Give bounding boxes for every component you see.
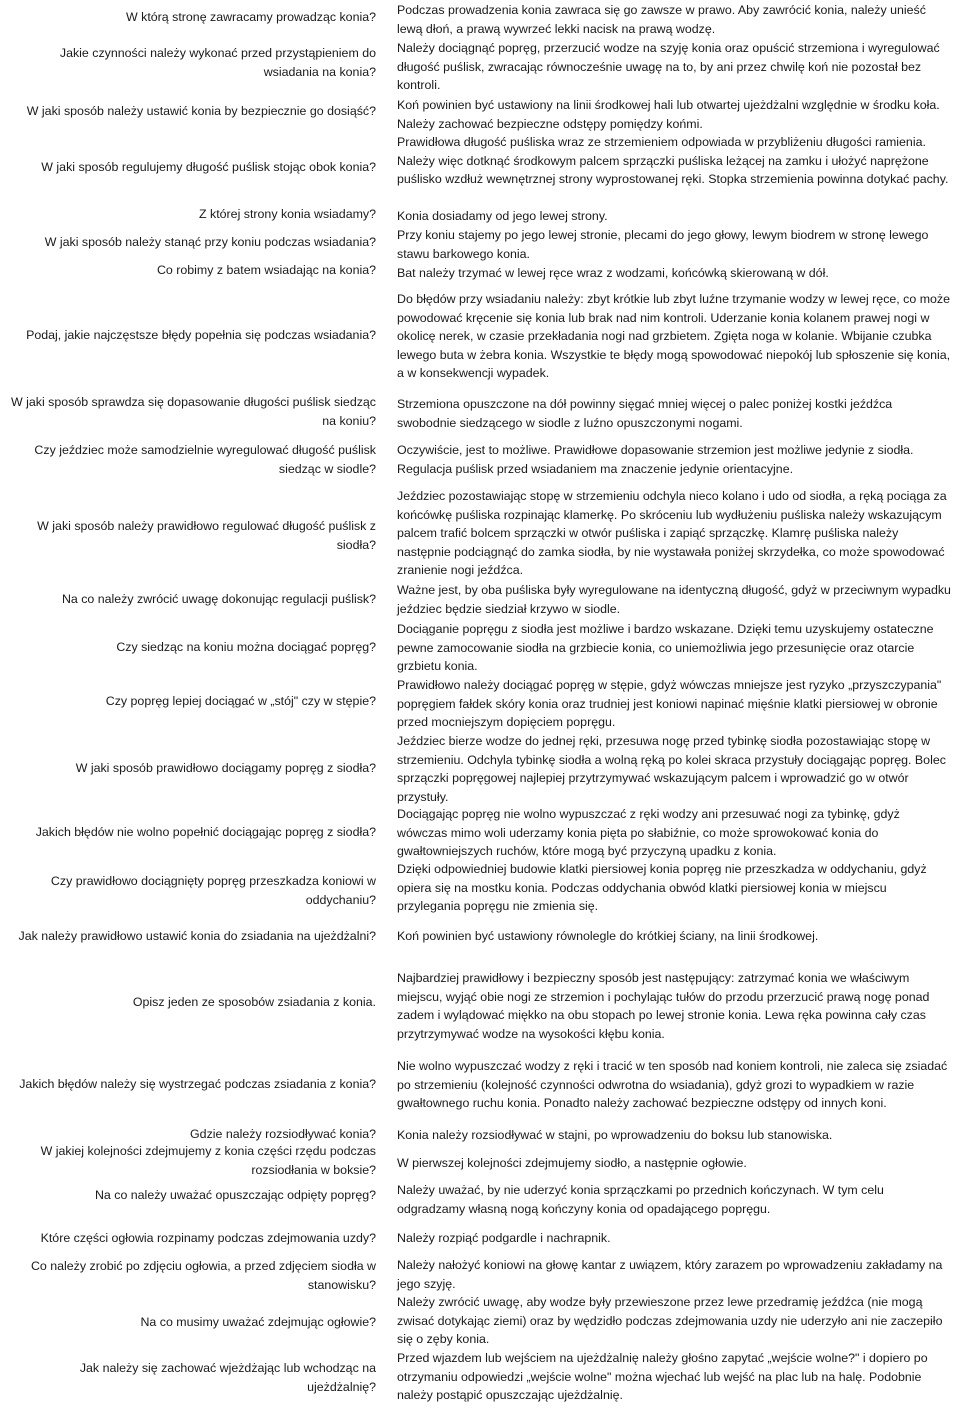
question-text: W jaki sposób należy stanąć przy koniu podczas wsiadania? — [44, 235, 376, 249]
question-text: Co należy zrobić po zdjęciu ogłowia, a przed zdjęciem siodła w stanowisku? — [30, 1259, 376, 1292]
answer-text: Dociągając popręg nie wolno wypuszczać z ręki wodzy ani przesuwać nogi za tybinkę, gdyż wówczas mimo woli uderzamy konia pięta po słabiźnie, co może sprowokować konia do gwałtowniejszych ruchów, które mogą być przyczyną upadku z konia. — [397, 807, 900, 859]
question-text: Gdzie należy rozsiodływać konia? — [190, 1127, 376, 1141]
answer-text: Koń powinien być ustawiony równolegle do krótkiej ściany, na linii środkowej. — [397, 929, 819, 943]
question-text: Jak należy się zachować wjeżdżając lub wchodząc na ujeżdżalnię? — [79, 1361, 376, 1394]
answer-text: Bat należy trzymać w lewej ręce wraz z wodzami, końcówką skierowaną w dół. — [397, 266, 829, 280]
question-text: Na co należy uważać opuszczając odpięty popręg? — [94, 1188, 376, 1202]
question-text: Jakie czynności należy wykonać przed przystąpieniem do wsiadania na konia? — [59, 46, 376, 79]
question-text: Jakich błędów należy się wystrzegać podczas zsiadania z konia? — [19, 1077, 376, 1091]
answer-text: Oczywiście, jest to możliwe. Prawidłowe dopasowanie strzemion jest możliwe jedynie z siodła. Regulacja puślisk przed wsiadaniem ma znaczenie jedynie orientacyjne. — [397, 443, 914, 476]
answer-text: W pierwszej kolejności zdejmujemy siodło, a następnie ogłowie. — [397, 1156, 747, 1170]
answer-text: Konia należy rozsiodływać w stajni, po wprowadzeniu do boksu lub stanowiska. — [397, 1128, 833, 1142]
answer-text: Podczas prowadzenia konia zawraca się go zawsze w prawo. Aby zawrócić konia, należy unieść lewą dłoń, a prawą wywrzeć lekki nacisk na prawą wodzę. — [397, 3, 926, 36]
answer-text: Przed wjazdem lub wejściem na ujeżdżalnię należy głośno zapytać „wejście wolne?" i dopiero po otrzymaniu odpowiedzi „wejście wolne" można wjechać lub wejść na plac lub na halę. Podobnie należy postąpić opuszczając ujeżdżalnię. — [397, 1351, 928, 1403]
question-text: Czy prawidłowo dociągnięty popręg przeszkadza koniowi w oddychaniu? — [50, 874, 376, 907]
question-text: Co robimy z batem wsiadając na konia? — [156, 263, 376, 277]
question-text: Jakich błędów nie wolno popełnić dociągając popręg z siodła? — [35, 825, 376, 839]
question-text: W jaki sposób należy prawidłowo regulować długość puślisk z siodła? — [37, 519, 376, 552]
question-text: Podaj, jakie najczęstsze błędy popełnia się podczas wsiadania? — [26, 328, 376, 342]
answer-text: Najbardziej prawidłowy i bezpieczny sposób jest następujący: zatrzymać konia we właściwym miejscu, wyjąć obie nogi ze strzemion i pochylając tułów do przodu przerzucić prawą nogę ponad zadem i wylądować miękko na obu stopach po lewej stronie konia. Lewa ręka powinna cały czas przytrzymywać wodze na wysokości kłębu konia. — [397, 971, 930, 1041]
answer-text: Prawidłowa długość puśliska wraz ze strzemieniem odpowiada w przybliżeniu długości ramienia. Należy więc dotknąć środkowym palcem sprzączki puśliska leżącej na zamku i ułożyć naprężone puślisko wzdłuż wewnętrznej strony wyprostowanej ręki. Stopka strzemienia powinna dotykać pachy. — [397, 135, 949, 187]
answer-text: Przy koniu stajemy po jego lewej stronie, plecami do jego głowy, lewym biodrem w stronę lewego stawu barkowego konia. — [397, 228, 929, 261]
answer-text: Strzemiona opuszczone na dół powinny sięgać mniej więcej o palec poniżej kostki jeźdźca swobodnie siedzącego w siodle z luźno opuszczonymi nogami. — [397, 397, 893, 430]
answer-text: Dociąganie popręgu z siodła jest możliwe i bardzo wskazane. Dzięki temu uzyskujemy ostateczne pewne zamocowanie siodła na grzbiecie konia, co uniemożliwia jego przesunięcie oraz otarcie grzbietu konia. — [397, 622, 934, 674]
question-text: W którą stronę zawracamy prowadząc konia? — [126, 10, 376, 24]
answer-text: Należy dociągnąć popręg, przerzucić wodze na szyję konia oraz opuścić strzemiona i wyregulować długość puślisk, zwracając równocześnie uwagę na to, by ani przez chwilę koń nie pozostał bez kontroli. — [397, 41, 940, 93]
answer-text: Należy uważać, by nie uderzyć konia sprzączkami po przednich kończynach. W tym celu odgradzamy własną nogą kończyny konia od opadającego popręgu. — [397, 1183, 884, 1216]
question-text: Czy jeździec może samodzielnie wyregulować długość puślisk siedząc w siodle? — [34, 443, 376, 476]
answer-text: Do błędów przy wsiadaniu należy: zbyt krótkie lub zbyt luźne trzymanie wodzy w lewej ręce, co może powodować kręcenie się konia lub brak nad nim kontroli. Uderzanie konia kolanem prawej nogi w okolicę nerek, w czasie przekładania nogi nad grzbietem. Zgięta noga w kolanie. Wbijanie czubka lewego buta w żebra konia. Wszystkie te błędy mogą spowodować niepokój lub spłoszenie się konia, a w konsekwencji wypadek. — [397, 292, 951, 381]
question-text: Które części ogłowia rozpinamy podczas zdejmowania uzdy? — [40, 1231, 376, 1245]
answer-text: Koń powinien być ustawiony na linii środkowej hali lub otwartej ujeżdżalni względnie w środku koła. Należy zachować bezpieczne odstępy pomiędzy końmi. — [397, 98, 940, 131]
answer-text: Prawidłowo należy dociągać popręg w stępie, gdyż wówczas mniejsze jest ryzyko „przyszczypania" popręgiem fałdek skóry konia oraz trudniej jest koniowi napinać mięśnie klatki piersiowej w obronie przed mocniejszym dopięciem popręgu. — [397, 678, 942, 730]
question-text: Na co musimy uważać zdejmując ogłowie? — [140, 1315, 376, 1329]
question-text: W jaki sposób sprawdza się dopasowanie długości puślisk siedząc na koniu? — [10, 395, 376, 428]
answer-text: Jeździec bierze wodze do jednej ręki, przesuwa nogę przed tybinkę siodła pozostawiając stopę w strzemieniu. Odchyla tybinkę siodła a wolną ręką po kolei skraca przystuły dociągając popręg. Bolec sprzączki popręgowej najlepiej przytrzymywać wskazującym palcem i wprowadzić go w otwór przystuły. — [397, 734, 946, 804]
answer-text: Należy rozpiąć podgardle i nachrapnik. — [397, 1231, 611, 1245]
question-text: W jaki sposób prawidłowo dociągamy popręg z siodła? — [75, 761, 376, 775]
question-text: Czy siedząc na koniu można dociągać popręg? — [116, 640, 376, 654]
answer-text: Należy nałożyć koniowi na głowę kantar z uwiązem, który zarazem po wprowadzeniu zakładamy na jego szyję. — [397, 1258, 943, 1291]
question-text: W jaki sposób należy ustawić konia by bezpiecznie go dosiąść? — [26, 104, 376, 118]
answer-text: Nie wolno wypuszczać wodzy z ręki i tracić w ten sposób nad koniem kontroli, nie zaleca się zsiadać po strzemieniu (kolejność czynności odwrotna do wsiadania), gdyż grozi to wypadkiem w razie gwałtownego ruchu konia. Ponadto należy zachować bezpieczne odstępy od innych koni. — [397, 1059, 948, 1111]
question-text: Na co należy zwrócić uwagę dokonując regulacji puślisk? — [61, 592, 376, 606]
answer-text: Należy zwrócić uwagę, aby wodze były przewieszone przez lewe przedramię jeźdźca (nie mogą zwisać dotykając ziemi) oraz by wędzidło podczas zdejmowania uzdy nie uderzyło ani nie zaczepiło się o zęby konia. — [397, 1295, 943, 1347]
answer-text: Jeździec pozostawiając stopę w strzemieniu odchyla nieco kolano i udo od siodła, a ręką pociąga za końcówkę puśliska rozpinając klamerkę. Po skróceniu lub wydłużeniu puśliska należy wskazującym palcem trafić bolcem sprzączki w otwór puśliska i zapiąć sprzączkę. Klamrę puśliska należy następnie podciągnąć do zamka siodła, by nie wystawała poniżej skrzydełka, co może spowodować zranienie nogi jeźdźca. — [397, 489, 947, 578]
answer-text: Konia dosiadamy od jego lewej strony. — [397, 209, 608, 223]
question-text: Czy popręg lepiej dociągać w „stój" czy w stępie? — [105, 694, 376, 708]
question-text: Opisz jeden ze sposobów zsiadania z konia. — [132, 995, 376, 1009]
question-text: Jak należy prawidłowo ustawić konia do zsiadania na ujeżdżalni? — [18, 929, 376, 943]
question-text: W jakiej kolejności zdejmujemy z konia części rzędu podczas rozsiodłania w boksie? — [40, 1144, 376, 1177]
answer-text: Dzięki odpowiedniej budowie klatki piersiowej konia popręg nie przeszkadza w oddychaniu, gdyż opiera się na mostku konia. Podczas oddychania obwód klatki piersiowej konia w miejscu przylegania popręgu nie zmienia się. — [397, 862, 927, 914]
answer-text: Ważne jest, by oba puśliska były wyregulowane na identyczną długość, gdyż w przeciwnym wypadku jeździec będzie siedział krzywo w siodle. — [397, 583, 951, 616]
question-text: W jaki sposób regulujemy długość puślisk stojąc obok konia? — [41, 160, 376, 174]
question-text: Z której strony konia wsiadamy? — [199, 207, 376, 221]
